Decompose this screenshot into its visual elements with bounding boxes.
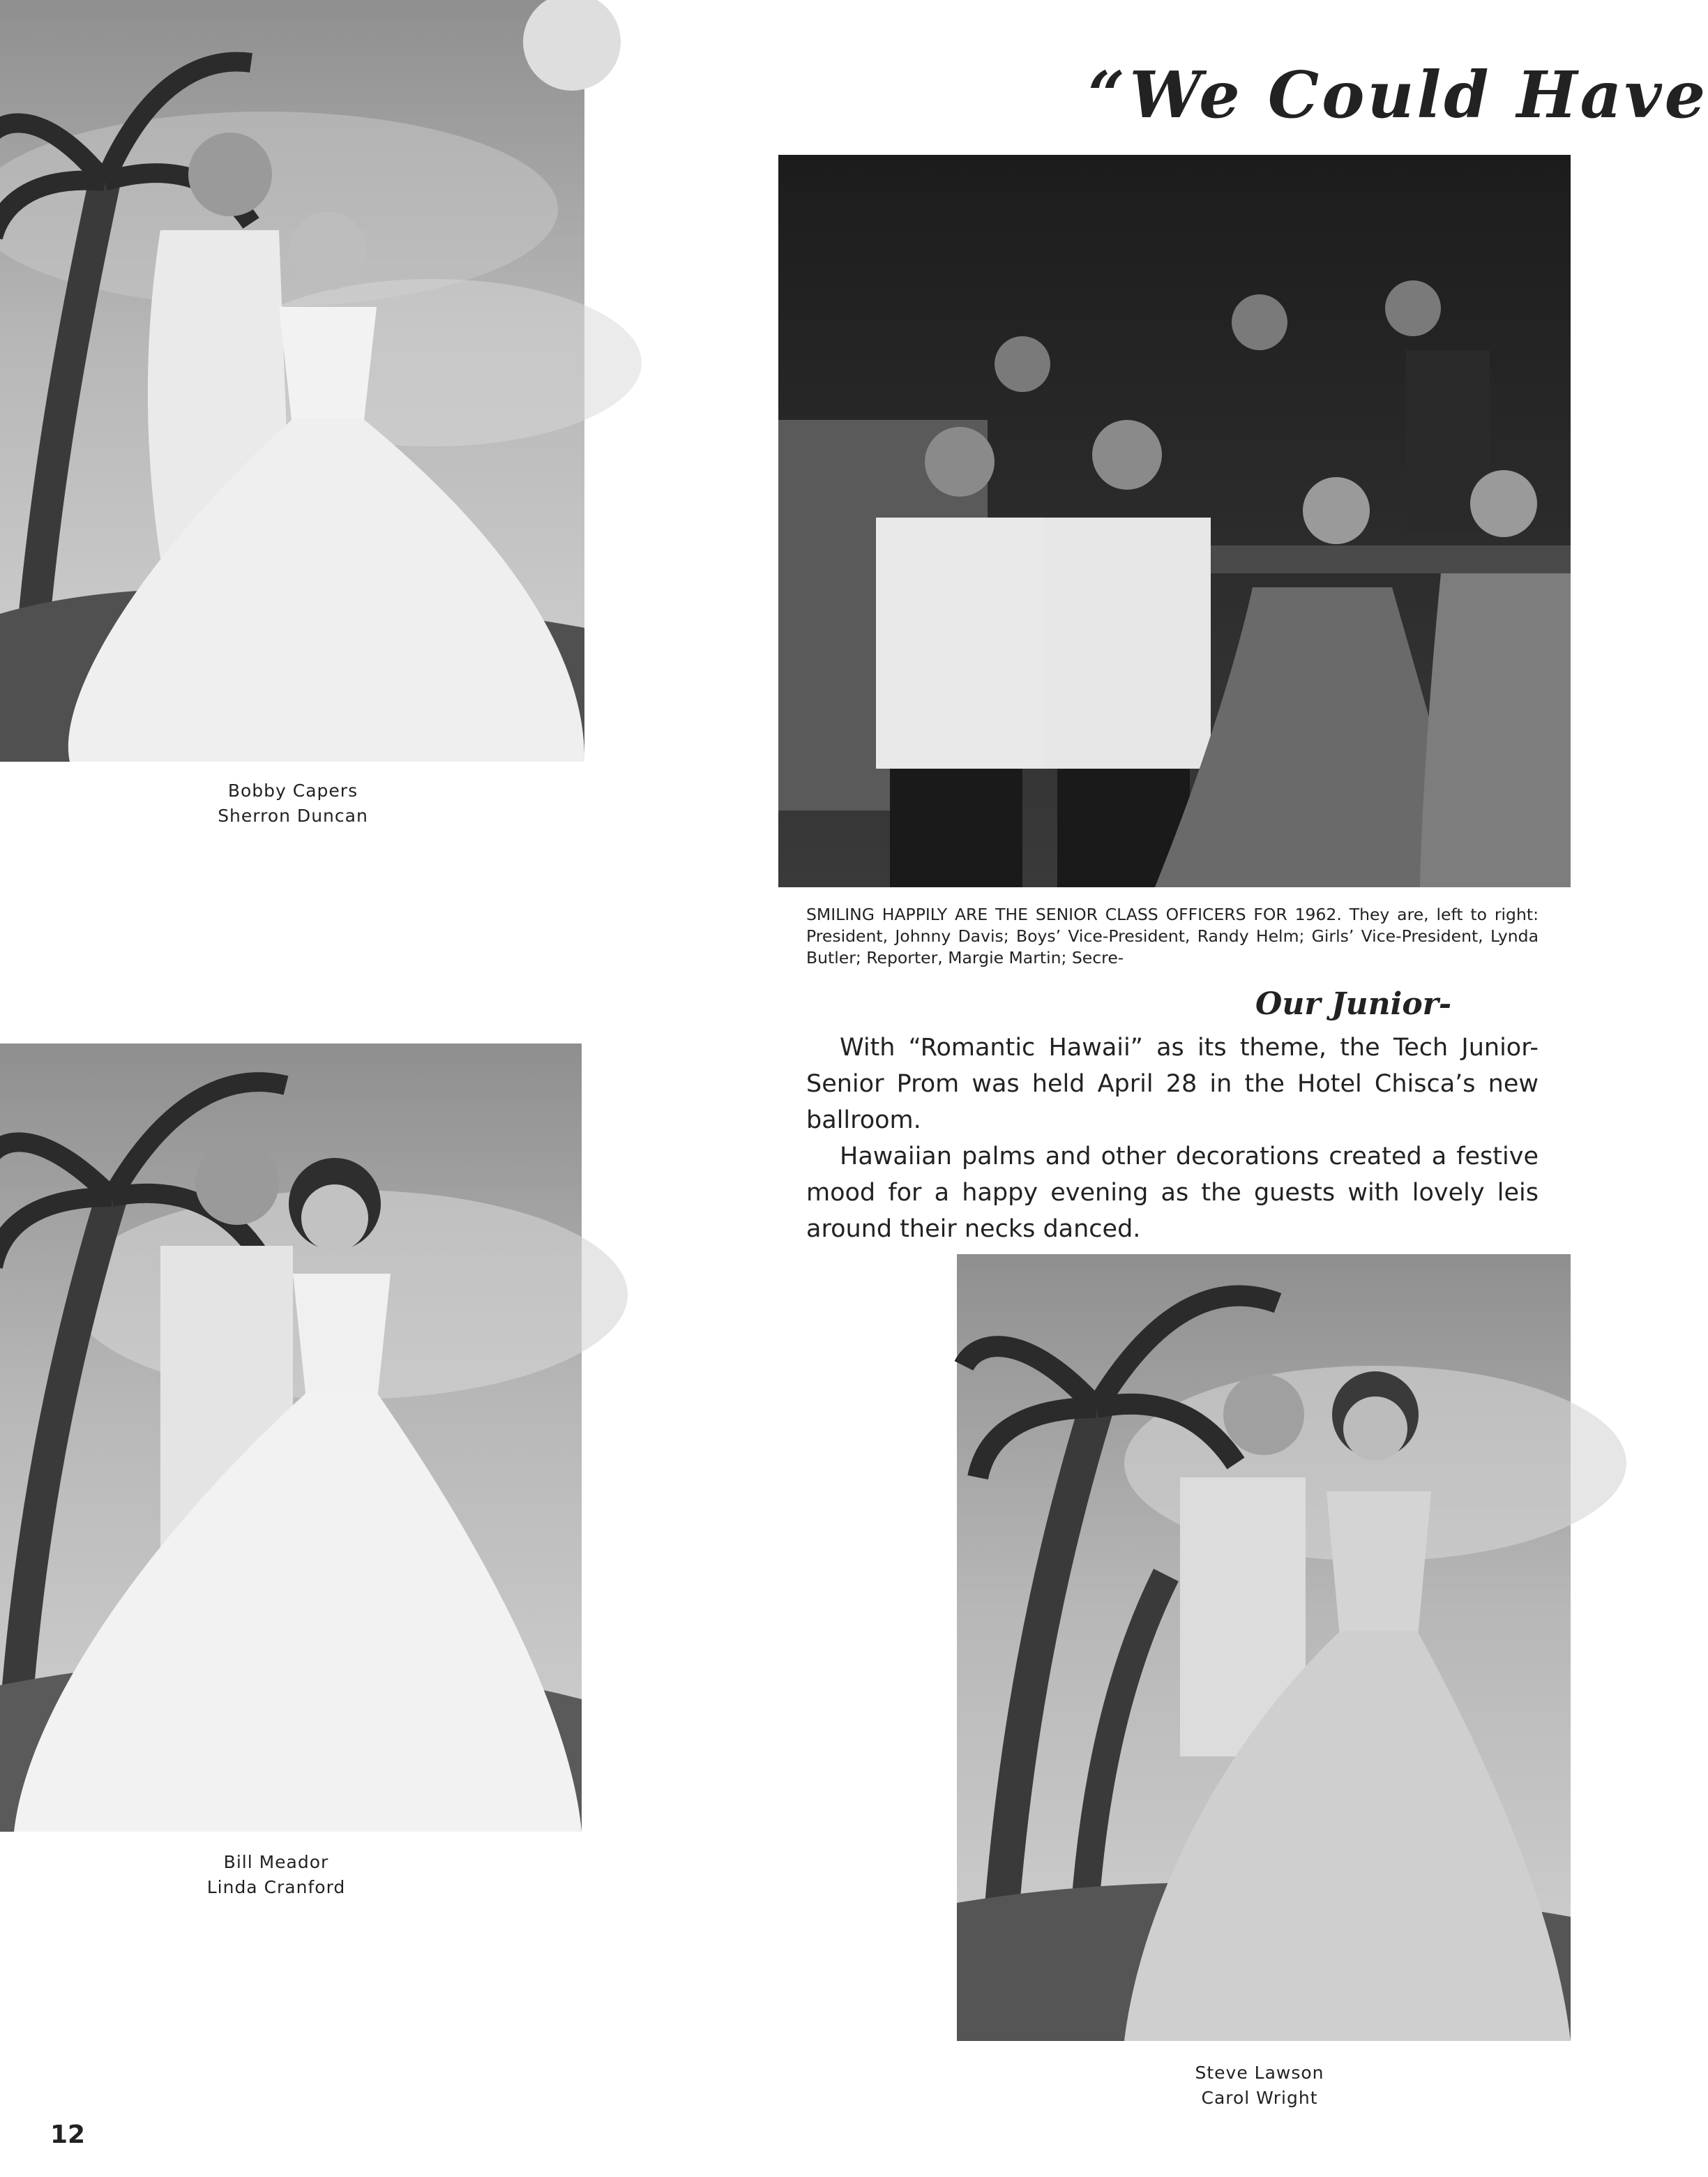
- prom-couple-illustration: [957, 1254, 1571, 2041]
- photo-bill-linda: [0, 1044, 582, 1832]
- page-number: 12: [50, 2120, 86, 2149]
- photo-steve-carol: [957, 1254, 1571, 2041]
- caption-line-2: Carol Wright: [1201, 2088, 1318, 2108]
- prom-couple-illustration: [0, 0, 584, 762]
- article-paragraph: Hawaiian palms and other decorations created a festive mood for a happy evening as the guests with lovely leis around their necks danced.: [806, 1143, 1539, 1243]
- officers-caption: SMILING HAPPILY ARE THE SENIOR CLASS OFFICERS FOR 1962. They are, left to right: President, Johnny Davis; Boys’ Vice-President, Randy Helm; Girls’ Vice-President, Lynda Butler; Reporter, Margie Martin; Secre-: [806, 905, 1539, 967]
- article-body: [806, 1030, 1539, 1247]
- article-paragraph: With “Romantic Hawaii” as its theme, the Tech Junior-Senior Prom was held April 28 in the Hotel Chisca’s new ballroom.: [806, 1034, 1539, 1134]
- caption-line-2: Linda Cranford: [206, 1877, 346, 1897]
- article-subhead: Our Junior-: [1255, 986, 1452, 1022]
- caption-bill-linda: [123, 1850, 430, 1900]
- officers-illustration: [778, 155, 1571, 887]
- caption-line-1: Steve Lawson: [1195, 2063, 1324, 2083]
- caption-line-1: Bobby Capers: [227, 781, 358, 801]
- photo-bobby-sherron: [0, 0, 584, 762]
- page-title: “We Could Have: [1088, 57, 1708, 133]
- caption-line-1: Bill Meador: [223, 1852, 329, 1872]
- caption-steve-carol: [1106, 2061, 1413, 2111]
- caption-bobby-sherron: [139, 778, 446, 829]
- photo-senior-officers: [778, 155, 1571, 887]
- caption-line-2: Sherron Duncan: [218, 806, 368, 826]
- prom-couple-illustration: [0, 1044, 582, 1832]
